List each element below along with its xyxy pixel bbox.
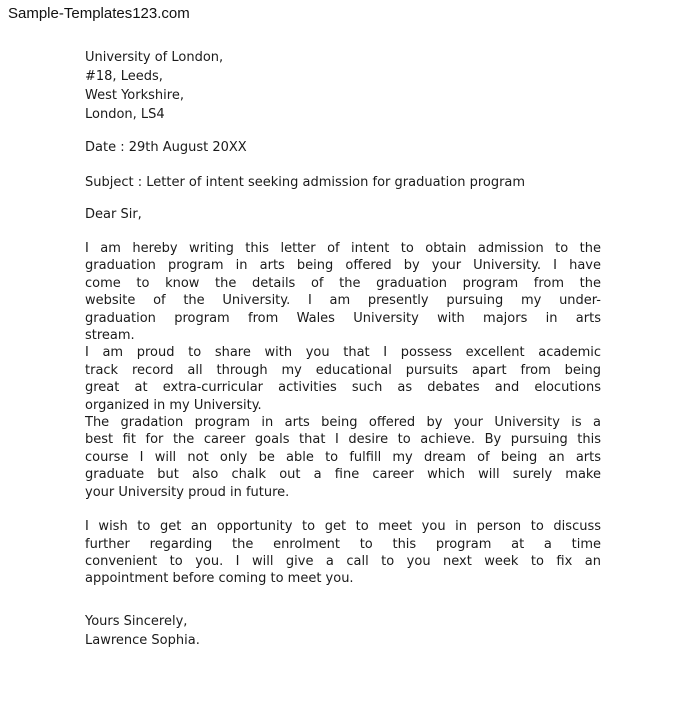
paragraph [85,344,601,414]
paragraph-line: I am hereby writing this letter of intent to obtain admission to the [85,241,601,256]
address-line: University of London, [85,50,224,65]
recipient-address [85,48,601,124]
paragraph-line: I am proud to share with you that I possess excellent academic [85,345,601,361]
letter-document [0,22,684,650]
closing-block [85,612,601,650]
site-title: Sample-Templates123.com [8,5,190,22]
paragraph-line: course I will not only be able to fulfill my dream of being an arts [85,449,601,465]
paragraph [85,518,601,588]
salutation: Dear Sir, [85,207,142,222]
paragraph-line: best fit for the career goals that I desire to achieve. By pursuing this [85,432,601,448]
subject-line: Subject : Letter of intent seeking admission for graduation program [85,175,526,190]
paragraph-line: great at extra-curricular activities such as debates and elocutions [85,380,601,396]
paragraph-line: graduate but also chalk out a fine career which will surely make [85,467,601,483]
paragraph-line: organized in my University. [85,397,262,413]
paragraph-line: The gradation program in arts being offered by your University is a [85,415,601,431]
address-line: London, LS4 [85,107,165,122]
paragraph-line: your University proud in future. [85,484,290,500]
paragraph-line: stream. [85,328,135,344]
closing-line: Yours Sincerely, [85,613,188,629]
paragraph [85,414,601,501]
address-line: West Yorkshire, [85,88,184,103]
letter-paragraphs [85,240,601,588]
address-line: #18, Leeds, [85,69,163,84]
paragraph-line: track record all through my educational pursuits apart from being [85,362,601,378]
paragraph-line: further regarding the enrolment to this program at a time [85,536,601,552]
paragraph-line: graduation program from Wales University with majors in arts [85,310,601,326]
closing-line: Lawrence Sophia. [85,632,200,648]
paragraph-line: convenient to you. I will give a call to you next week to fix an [85,553,601,569]
paragraph-line: graduation program in arts being offered by your University. I have [85,258,601,274]
paragraph-line: appointment before coming to meet you. [85,571,354,587]
paragraph [85,240,601,344]
date-line: Date : 29th August 20XX [85,140,247,155]
paragraph-line: I wish to get an opportunity to get to meet you in person to discuss [85,519,601,535]
paragraph-line: website of the University. I am presently pursuing my under- [85,293,601,309]
paragraph-line: come to know the details of the graduation program from the [85,275,601,291]
